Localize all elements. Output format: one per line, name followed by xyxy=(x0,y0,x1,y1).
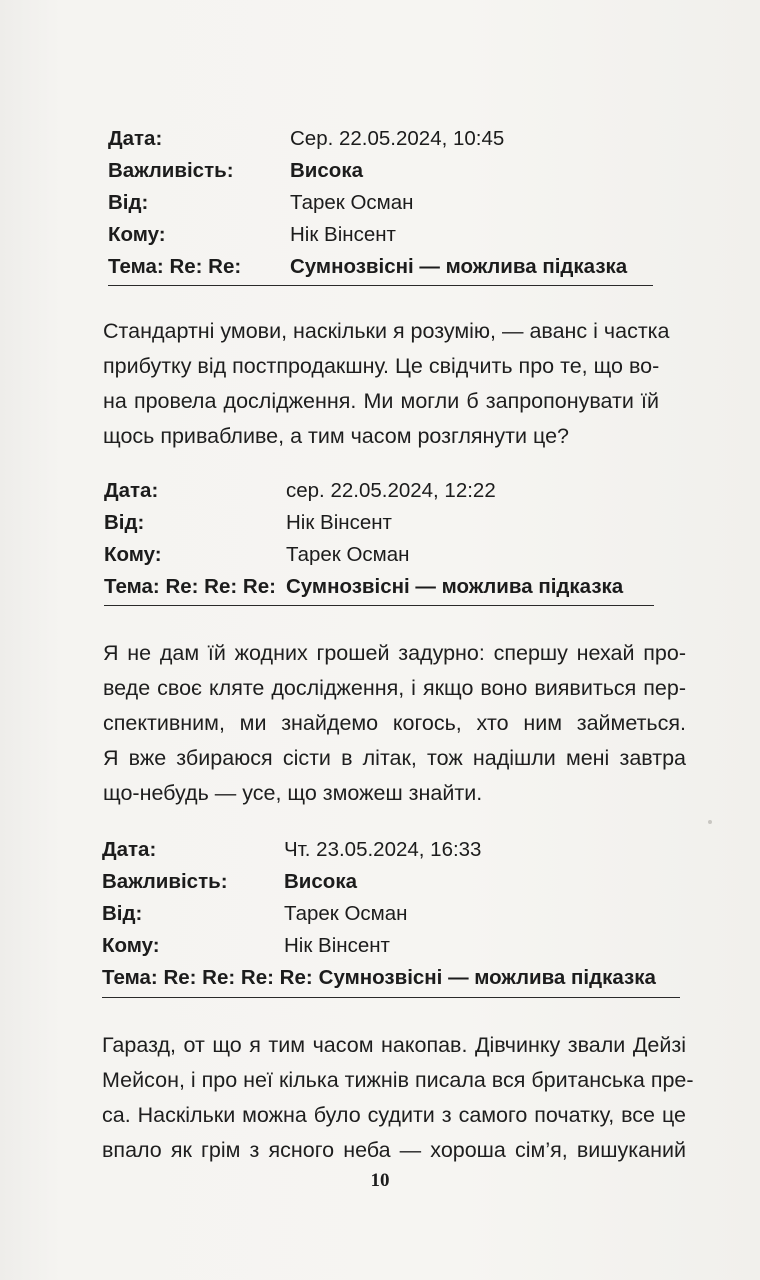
header-divider xyxy=(108,285,653,286)
header-value: Сер. 22.05.2024, 10:45 xyxy=(290,127,505,150)
email-header-row xyxy=(102,962,680,994)
email-header-row xyxy=(102,930,680,962)
header-label: Кому: xyxy=(108,223,166,246)
email-header-1 xyxy=(108,123,653,283)
text-line: на провела дослідження. Ми могли б запропонувати їй xyxy=(103,389,659,413)
text-line: Я вже збираюся сісти в літак, тож надішли мені завтра xyxy=(103,746,686,770)
text-line: Стандартні умови, наскільки я розумію, — аванс і частка xyxy=(103,319,670,343)
header-label: Тема: Re: Re: Re: xyxy=(104,575,276,598)
email-header-row xyxy=(102,898,680,930)
email-header-row xyxy=(102,834,680,866)
header-label: Тема: Re: Re: xyxy=(108,255,242,278)
header-label: Дата: xyxy=(102,838,157,861)
text-line: впало як грім з ясного неба — хороша сім’я, вишуканий xyxy=(102,1138,686,1162)
header-value: Нік Вінсент xyxy=(284,934,390,957)
header-label: Від: xyxy=(104,511,145,534)
email-header-row xyxy=(108,155,653,187)
email-header-row xyxy=(104,571,654,603)
body-paragraph-2 xyxy=(103,636,686,811)
email-header-row xyxy=(104,475,654,507)
email-header-row xyxy=(108,123,653,155)
header-value: Тарек Осман xyxy=(286,543,410,566)
text-line: прибутку від постпродакшну. Це свідчить про те, що во- xyxy=(103,354,660,378)
header-value: Чт. 23.05.2024, 16:33 xyxy=(284,838,482,861)
paper-speck xyxy=(708,820,712,824)
email-header-2 xyxy=(104,475,654,603)
header-label: Кому: xyxy=(102,934,160,957)
header-divider xyxy=(102,997,680,998)
header-label: Тема: Re: Re: Re: Re: xyxy=(102,966,313,989)
email-header-row xyxy=(102,866,680,898)
header-label: Дата: xyxy=(108,127,163,150)
header-label: Від: xyxy=(102,902,143,925)
text-line: спективним, ми знайдемо когось, хто ним займеться. xyxy=(103,711,686,735)
email-header-3 xyxy=(102,834,680,994)
text-line: що-небудь — усе, що зможеш знайти. xyxy=(103,781,483,805)
header-label: Важливість: xyxy=(102,870,228,893)
text-line: Гаразд, от що я тим часом накопав. Дівчинку звали Дейзі xyxy=(102,1033,686,1057)
header-value: Тарек Осман xyxy=(284,902,408,925)
header-label: Важливість: xyxy=(108,159,234,182)
text-line: щось привабливе, а тим часом розглянути це? xyxy=(103,424,569,448)
email-header-row xyxy=(108,187,653,219)
header-value: Висока xyxy=(290,159,363,182)
header-value: Нік Вінсент xyxy=(290,223,396,246)
text-line: са. Наскільки можна було судити з самого початку, все це xyxy=(102,1103,686,1127)
email-header-row xyxy=(104,507,654,539)
header-label: Від: xyxy=(108,191,149,214)
header-value: Нік Вінсент xyxy=(286,511,392,534)
email-header-row xyxy=(104,539,654,571)
header-value: Сумнозвісні — можлива підказка xyxy=(286,575,624,598)
header-value: Тарек Осман xyxy=(290,191,414,214)
header-label: Кому: xyxy=(104,543,162,566)
header-value: Сумнозвісні — можлива підказка xyxy=(290,255,628,278)
header-value: Висока xyxy=(284,870,357,893)
email-header-row xyxy=(108,251,653,283)
body-paragraph-3 xyxy=(102,1028,694,1168)
text-line: Мейсон, і про неї кілька тижнів писала вся британська пре- xyxy=(102,1068,694,1092)
header-value: сер. 22.05.2024, 12:22 xyxy=(286,479,496,502)
header-value: Сумнозвісні — можлива підказка xyxy=(318,966,656,989)
email-header-row xyxy=(108,219,653,251)
page-number: 10 xyxy=(370,1170,390,1191)
text-line: Я не дам їй жодних грошей задурно: спершу нехай про- xyxy=(103,641,686,665)
text-line: веде своє кляте дослідження, і якщо воно виявиться пер- xyxy=(103,676,686,700)
header-divider xyxy=(104,605,654,606)
body-paragraph-1 xyxy=(103,314,670,454)
header-label: Дата: xyxy=(104,479,159,502)
